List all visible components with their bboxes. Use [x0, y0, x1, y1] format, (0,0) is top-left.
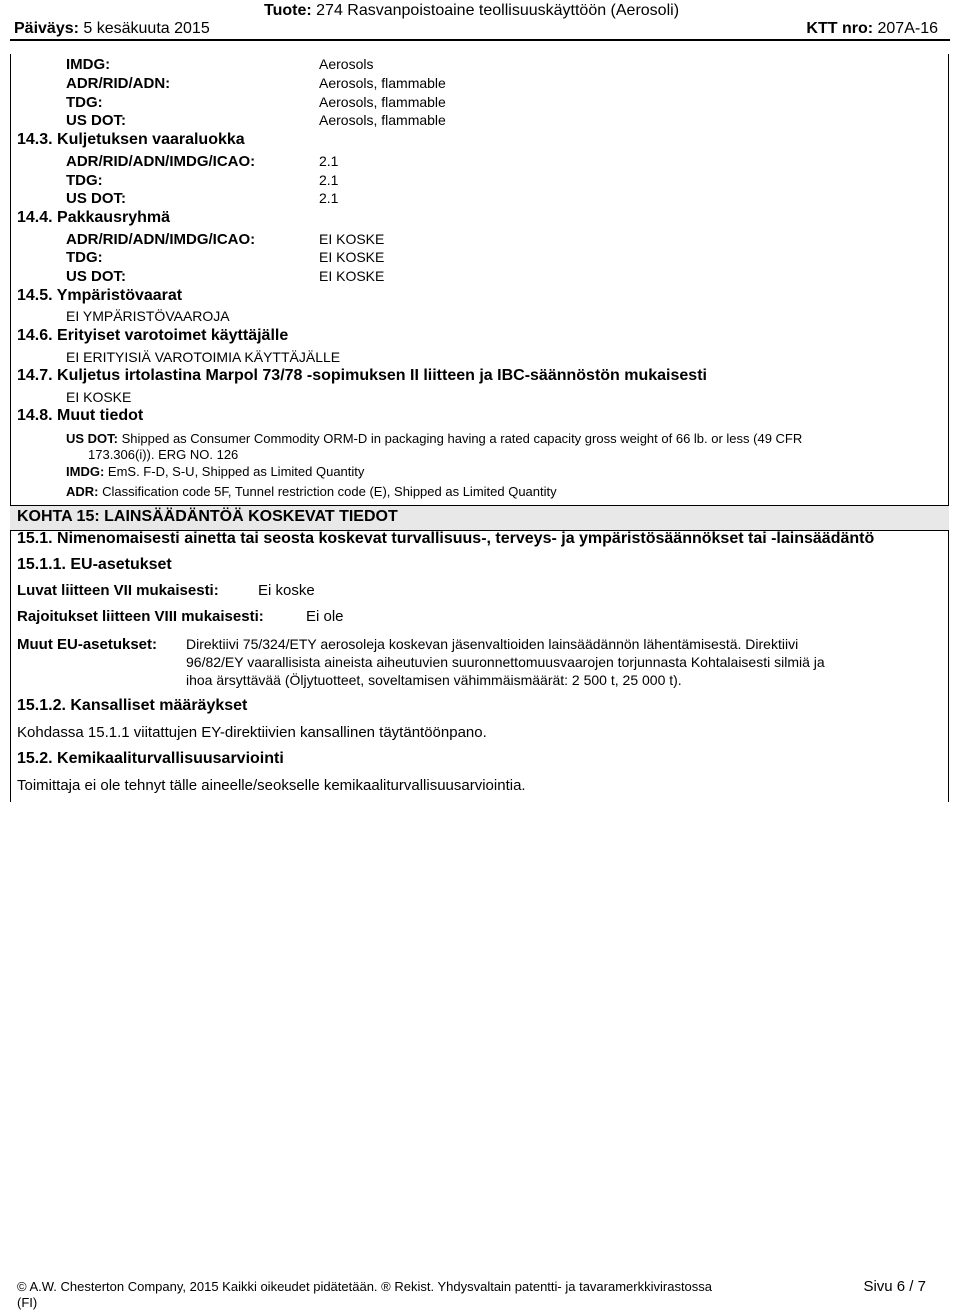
restrictions-label: Rajoitukset liitteen VIII mukaisesti: — [17, 608, 264, 625]
tdg-label: TDG: — [66, 94, 103, 111]
class-value-tdg: 2.1 — [319, 172, 339, 188]
heading-15-1: 15.1. Nimenomaisesti ainetta tai seosta koskevat turvallisuus-, terveys- ja ympäristösäännökset tai -lainsäädäntö — [17, 530, 875, 547]
date-field — [14, 20, 210, 38]
bulk-value: EI KOSKE — [66, 389, 132, 405]
other-eu-line-2: 96/82/EY vaarallisista aineista aiheutuvien suuronnettomuusvaarojen torjunnasta Kohtalaisesti silmiä ja — [186, 654, 825, 670]
packing-value-usdot: EI KOSKE — [319, 268, 385, 284]
right-border — [948, 54, 949, 802]
adr-label: ADR/RID/ADN: — [66, 75, 171, 92]
usdot-label: US DOT: — [66, 112, 126, 129]
heading-15-2: 15.2. Kemikaaliturvallisuusarviointi — [17, 750, 284, 767]
product-title — [264, 2, 679, 20]
authorisations-value: Ei koske — [258, 582, 315, 599]
date-label: Päiväys: — [14, 20, 79, 37]
packing-label-adr: ADR/RID/ADN/IMDG/ICAO: — [66, 231, 256, 248]
other-usdot — [66, 431, 802, 446]
packing-value-adr: EI KOSKE — [319, 231, 385, 247]
class-label-adr: ADR/RID/ADN/IMDG/ICAO: — [66, 153, 256, 170]
other-imdg-label: IMDG: — [66, 464, 105, 479]
heading-14-6: 14.6. Erityiset varotoimet käyttäjälle — [17, 327, 289, 344]
class-value-adr: 2.1 — [319, 153, 339, 169]
authorisations-label: Luvat liitteen VII mukaisesti: — [17, 582, 219, 599]
other-usdot-text-2: 173.306(i)). ERG NO. 126 — [88, 447, 239, 462]
heading-14-7: 14.7. Kuljetus irtolastina Marpol 73/78 -sopimuksen II liitteen ja IBC-säännöstön mukaisesti — [17, 367, 707, 384]
tdg-value: Aerosols, flammable — [319, 94, 446, 110]
heading-14-4: 14.4. Pakkausryhmä — [17, 209, 170, 226]
restrictions-value: Ei ole — [306, 608, 344, 625]
product-value: 274 Rasvanpoistoaine teollisuuskäyttöön (Aerosoli) — [316, 2, 680, 19]
ktt-number — [806, 20, 938, 38]
ktt-value: 207A-16 — [877, 20, 938, 37]
other-eu-label: Muut EU-asetukset: — [17, 636, 158, 653]
environment-value: EI YMPÄRISTÖVAAROJA — [66, 308, 230, 324]
class-label-tdg: TDG: — [66, 172, 103, 189]
other-imdg — [66, 464, 364, 479]
imdg-label: IMDG: — [66, 56, 111, 73]
precautions-value: EI ERITYISIÄ VAROTOIMIA KÄYTTÄJÄLLE — [66, 349, 341, 365]
footer-page-number: Sivu 6 / 7 — [863, 1278, 926, 1295]
other-adr-text: Classification code 5F, Tunnel restriction code (E), Shipped as Limited Quantity — [102, 484, 557, 499]
ktt-label: KTT nro: — [806, 20, 874, 37]
other-adr-label: ADR: — [66, 484, 99, 499]
chemical-safety-text: Toimittaja ei ole tehnyt tälle aineelle/seokselle kemikaaliturvallisuusarviointia. — [17, 777, 526, 794]
other-usdot-label: US DOT: — [66, 431, 118, 446]
product-label: Tuote: — [264, 2, 312, 19]
class-value-usdot: 2.1 — [319, 190, 339, 206]
date-value: 5 kesäkuuta 2015 — [83, 20, 210, 37]
other-eu-line-1: Direktiivi 75/324/ETY aerosoleja koskevan jäsenvaltioiden lainsäädännön lähentämisestä. Direktiivi — [186, 636, 799, 652]
packing-value-tdg: EI KOSKE — [319, 249, 385, 265]
other-eu-line-3: ihoa ärsyttävää (Öljytuotteet, soveltamisen vähimmäismäärät: 2 500 t, 25 000 t). — [186, 672, 682, 688]
imdg-value: Aerosols — [319, 56, 374, 72]
heading-14-5: 14.5. Ympäristövaarat — [17, 287, 183, 304]
heading-15-1-1: 15.1.1. EU-asetukset — [17, 556, 172, 573]
left-border — [10, 54, 11, 802]
usdot-value: Aerosols, flammable — [319, 112, 446, 128]
class-label-usdot: US DOT: — [66, 190, 126, 207]
heading-14-3: 14.3. Kuljetuksen vaaraluokka — [17, 131, 245, 148]
footer-lang: (FI) — [17, 1295, 38, 1310]
national-text: Kohdassa 15.1.1 viitattujen EY-direktiivien kansallinen täytäntöönpano. — [17, 724, 487, 741]
section-15-title: KOHTA 15: LAINSÄÄDÄNTÖÄ KOSKEVAT TIEDOT — [17, 508, 398, 525]
other-imdg-text: EmS. F-D, S-U, Shipped as Limited Quantity — [107, 464, 365, 479]
packing-label-tdg: TDG: — [66, 249, 103, 266]
header-rule — [10, 39, 950, 41]
heading-15-1-2: 15.1.2. Kansalliset määräykset — [17, 697, 248, 714]
footer-copyright: © A.W. Chesterton Company, 2015 Kaikki oikeudet pidätetään. ® Rekist. Yhdysvaltain patentti- ja tavaramerkkivirastossa — [17, 1279, 713, 1294]
adr-value: Aerosols, flammable — [319, 75, 446, 91]
heading-14-8: 14.8. Muut tiedot — [17, 407, 144, 424]
other-adr — [66, 484, 557, 499]
packing-label-usdot: US DOT: — [66, 268, 126, 285]
other-usdot-text: Shipped as Consumer Commodity ORM-D in packaging having a rated capacity gross weight of 66 lb. or less (49 CFR — [121, 431, 803, 446]
